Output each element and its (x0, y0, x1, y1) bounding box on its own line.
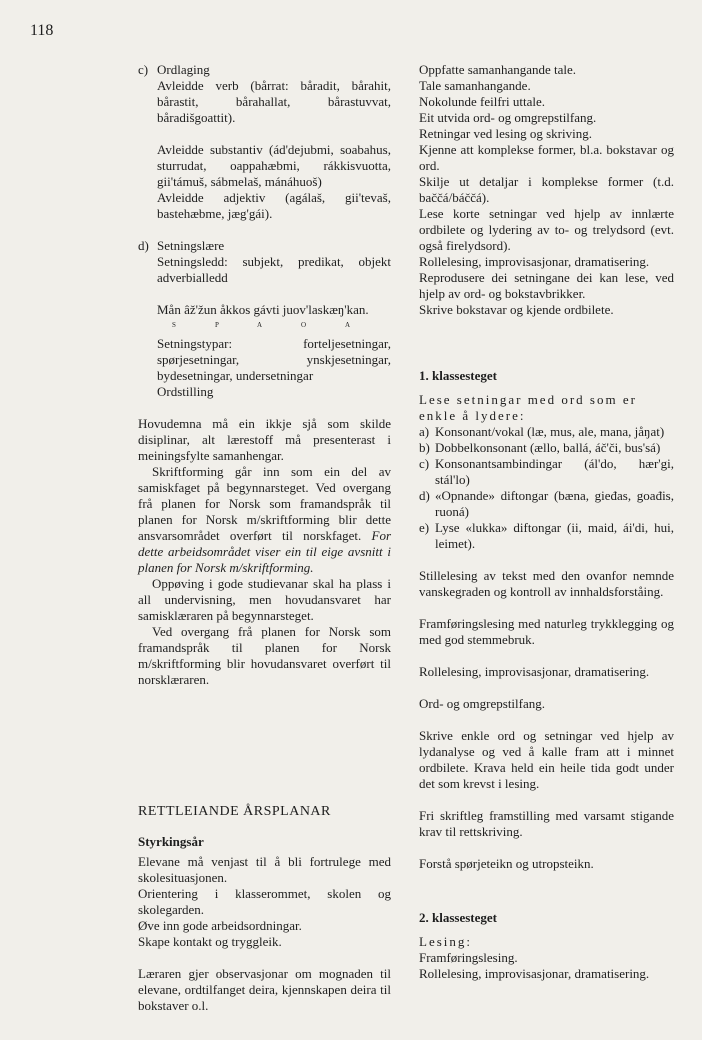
section-heading: RETTLEIANDE ÅRSPLANAR (138, 804, 331, 819)
klasse1-paragraph: Stillelesing av tekst med den ovanfor nemnde vanskegraden og kontroll av innhaldsforståing. (419, 568, 674, 599)
paragraph: Oppøving i gode studievanar skal ha plass i all undervisning, men hovudansvaret har samisklæraren på begynnarsteget. (138, 576, 391, 623)
klasse2-line: Framføringslesing. (419, 950, 518, 965)
styrkingsar-heading: Styrkingsår (138, 834, 204, 849)
ordstilling-text: Ordstilling (157, 384, 214, 399)
mark-adverbial: A (257, 321, 263, 329)
list-item (419, 424, 674, 440)
styrkingsar-line: Elevane må venjast til å bli fortrulege med skolesituasjonen. (138, 854, 391, 885)
goal-line: Rollelesing, improvisasjonar, dramatisering. (419, 254, 650, 269)
styrkingsar-paragraph: Læraren gjer observasjonar om mognaden til elevane, ordtilfanget deira, kjennskapen deira til bokstaver o.l. (138, 966, 391, 1013)
klasse2-sub: Lesing: (419, 934, 472, 949)
ledd-text: Setningsledd: subjekt, predikat, objekt adverbialledd (157, 254, 391, 285)
sami-example (138, 302, 391, 328)
list-item (419, 456, 674, 488)
klasse2-heading: 2. klassesteget (419, 910, 497, 925)
list-item (419, 488, 674, 520)
klasse1-paragraph: Forstå spørjeteikn og utropsteikn. (419, 856, 594, 871)
list-label: d) (138, 238, 149, 253)
paragraph (138, 464, 391, 576)
goal-line: Tale samanhangande. (419, 78, 531, 93)
goal-line: Kjenne att komplekse former, bl.a. bokstavar og ord. (419, 142, 674, 173)
klasse1-paragraph: Fri skriftleg framstilling med varsamt stigande krav til rettskriving. (419, 808, 674, 839)
goals-list (419, 62, 674, 318)
verb-text: Avleidde verb (bårrat: båradit, bårahit, bårastit, bårahallat, bårastuvvat, båradišgoattit). (157, 78, 391, 125)
goal-line: Lese korte setningar ved hjelp av innlærte ordbilete og lydering av to- og trelydsord (evt. også firelydsord). (419, 206, 674, 253)
klasse1-paragraph: Skrive enkle ord og setningar ved hjelp av lydanalyse og ved å kalle fram att i minnet ordbilete. Krava held ein heile tida godt under det som krevst i lesing. (419, 728, 674, 791)
goal-line: Retningar ved lesing og skriving. (419, 126, 592, 141)
goal-line: Oppfatte samanhangande tale. (419, 62, 577, 77)
typar-text: Setningstypar: forteljesetningar, spørjesetningar, ynskjesetningar, bydesetningar, undersetningar (157, 336, 391, 383)
list-item (419, 440, 674, 456)
section-title: Setningslære (157, 238, 225, 253)
goal-line: Reprodusere dei setningane dei kan lese, ved hjelp av ord- og bokstavbrikker. (419, 270, 674, 301)
list-text: Dobbelkonsonant (ællo, ballá, áč'či, bus'sá) (435, 440, 661, 455)
list-item (419, 520, 674, 552)
adj-text: Avleidde adjektiv (agálaš, gii'tevaš, bastehæbme, jæg'gái). (157, 190, 391, 221)
paragraph-text: Skriftforming går inn som ein del av samiskfaget på begynnarsteget. Ved overgang frå planen for Norsk som framandspråk til planen for Norsk m/skriftforming blir dette ansvarsområdet overført til norskfaget. (138, 464, 391, 543)
styrkingsar-line: Skape kontakt og tryggleik. (138, 934, 282, 949)
list-text: Lyse «lukka» diftongar (ii, maid, ái'di, hui, leimet). (435, 520, 674, 551)
sami-sentence: Mån âž'žun åkkos gávti juov'laskæŋ'kan. (157, 302, 369, 317)
left-column (138, 62, 391, 1014)
list-text: «Opnande» diftongar (bæna, gieđas, goađis, ruoná) (435, 488, 674, 519)
right-column (419, 62, 674, 982)
list-label: b) (419, 440, 430, 455)
klasse1-heading: 1. klassesteget (419, 368, 497, 383)
mark-adverbial-2: A (345, 321, 351, 329)
klasse1-paragraph: Rollelesing, improvisasjonar, dramatisering. (419, 664, 650, 679)
mark-predicate: P (215, 321, 219, 329)
list-label: e) (419, 520, 430, 535)
goal-line: Eit utvida ord- og omgrepstilfang. (419, 110, 597, 125)
goal-line: Skilje ut detaljar i komplekse former (t.d. baččá/báččá). (419, 174, 674, 205)
paragraph-italic: For dette arbeidsområdet viser ein til eige avsnitt i planen for Norsk m/skriftforming. (138, 528, 392, 575)
paragraph: Ved overgang frå planen for Norsk som framandspråk til planen for Norsk m/skriftforming blir hovudansvaret overført til norsklæraren. (138, 624, 391, 687)
klasse1-paragraph: Framføringslesing med naturleg trykklegging og med god stemmebruk. (419, 616, 674, 647)
list-label: d) (419, 488, 430, 503)
goal-line: Skrive bokstavar og kjende ordbilete. (419, 302, 614, 317)
list-label: c) (138, 62, 149, 77)
list-text: Konsonantsambindingar (ál'do, hær'gi, stál'lo) (435, 456, 674, 487)
klasse1-intro: Lese setningar med ord som er enkle å lydere: (419, 392, 637, 423)
klasse1-paragraph: Ord- og omgrepstilfang. (419, 696, 546, 711)
list-label: a) (419, 424, 430, 439)
goal-line: Nokolunde feilfri uttale. (419, 94, 545, 109)
list-text: Konsonant/vokal (læ, mus, ale, mana, jåŋat) (435, 424, 665, 439)
page-number: 118 (30, 22, 54, 39)
section-c (138, 62, 391, 222)
styrkingsar-line: Øve inn gode arbeidsordningar. (138, 918, 302, 933)
mark-subject: S (172, 321, 176, 329)
styrkingsar-line: Orientering i klasserommet, skolen og skolegarden. (138, 886, 391, 917)
paragraph: Hovudemna må ein ikkje sjå som skilde disiplinar, alt lærestoff må presenterast i meiningsfylte samanhengar. (138, 416, 391, 463)
section-title: Ordlaging (157, 62, 210, 77)
mark-object: O (301, 321, 307, 329)
list-label: c) (419, 456, 430, 471)
section-d (138, 238, 391, 400)
subst-text: Avleidde substantiv (ád'dejubmi, soabahus, sturrudat, oappahæbmi, rákkisvuotta, gii'támuš, sábmelaš, mánáhuoš) (157, 142, 391, 189)
klasse2-line: Rollelesing, improvisasjonar, dramatisering. (419, 966, 650, 981)
klasse1-list (419, 424, 674, 552)
